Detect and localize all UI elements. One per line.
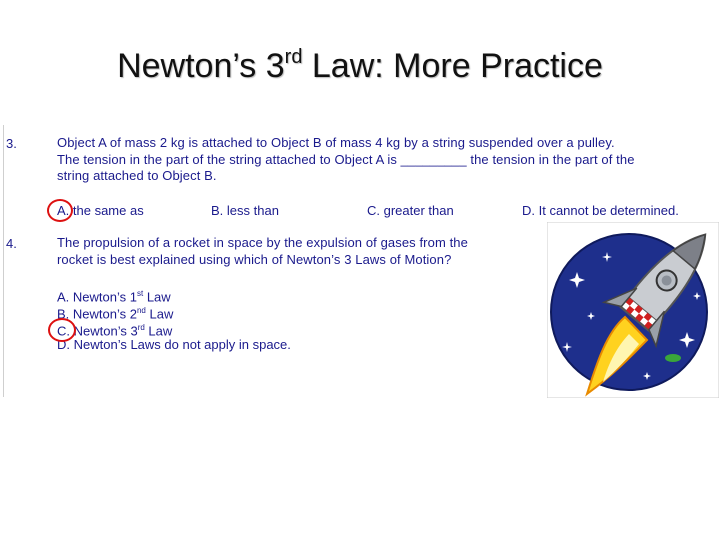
- question-4-text: [57, 235, 468, 268]
- answer-circle-q3: [47, 199, 73, 222]
- answer-circle-q4: [48, 318, 76, 342]
- q3-choice-a: A. the same as: [57, 203, 144, 218]
- slide-title: [0, 46, 720, 86]
- title-text: Newton’s 3: [117, 47, 285, 85]
- question-3-line-1: Object A of mass 2 kg is attached to Object B of mass 4 kg by a string suspended over a pulley.: [57, 135, 615, 150]
- q3-choice-d: D. It cannot be determined.: [522, 203, 679, 218]
- title-superscript: rd: [284, 46, 303, 68]
- title-text-end: Law: More Practice: [302, 47, 603, 85]
- question-4-line-2: rocket is best explained using which of Newton’s 3 Laws of Motion?: [57, 251, 452, 267]
- question-3-number: 3.: [6, 136, 17, 151]
- q3-choice-b: B. less than: [211, 203, 279, 218]
- question-4-number: 4.: [6, 236, 17, 251]
- q4-option-d: D. Newton’s Laws do not apply in space.: [57, 337, 291, 352]
- q4-option-c: C. Newton’s 3rd Law: [57, 323, 173, 339]
- q3-choice-c: C. greater than: [367, 203, 454, 218]
- q4-option-a: A. Newton’s 1st Law: [57, 289, 171, 305]
- question-3-line-2: The tension in the part of the string attached to Object A is _________ the tension in the part of the: [57, 151, 635, 167]
- question-3-text: [57, 135, 635, 185]
- rocket-image: [547, 222, 719, 398]
- left-border: [3, 125, 4, 397]
- question-4-line-1: The propulsion of a rocket in space by the expulsion of gases from the: [57, 235, 468, 250]
- rocket-icon: [547, 222, 719, 398]
- q4-option-b: B. Newton’s 2nd Law: [57, 306, 174, 322]
- question-3-line-3: string attached to Object B.: [57, 168, 217, 183]
